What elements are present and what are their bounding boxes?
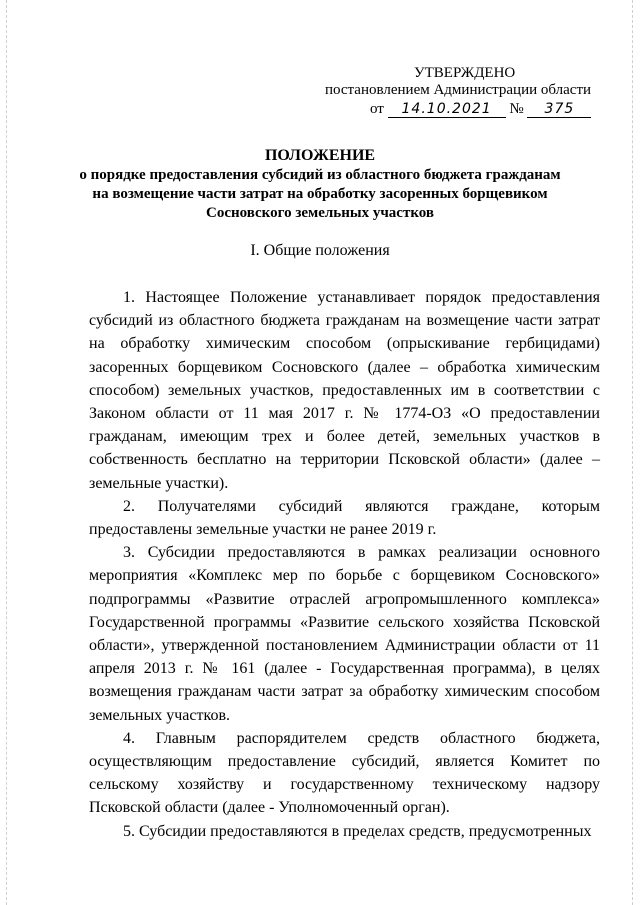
paragraph: 2. Получателями субсидий являются граждане, которым предоставлены земельные участки не ранее 2019 г. — [89, 497, 600, 539]
approval-date-row — [370, 100, 591, 119]
handwritten-number: 375 — [527, 102, 591, 118]
document-subtitle — [0, 166, 640, 223]
document-title: ПОЛОЖЕНИЕ — [264, 147, 376, 164]
number-prefix: № — [509, 101, 524, 117]
section-heading: I. Общие положения — [250, 242, 390, 259]
scan-edge-right — [632, 0, 633, 905]
paragraph: 3. Субсидии предоставляются в рамках реализации основного мероприятия «Комплекс мер по борьбе с борщевиком Сосновского» подпрограммы «Развитие отраслей агропромышленного комплекса» Государственной программы «Развитие сельского хозяйства Псковской области», утвержденной постановлением Администрации области от 11 апреля 2013 г. № 161 (далее - Государственная программа), в целях возмещения гражданам части затрат за обработку химическим способом земельных участков. — [89, 544, 600, 724]
document-body — [89, 286, 600, 843]
paragraph: 4. Главным распорядителем средств областного бюджета, осуществляющим предоставление субсидий, является Комитет по сельскому хозяйству и государственному техническому надзору Псковской области (далее - Уполномоченный орган). — [89, 729, 600, 817]
paragraph: 5. Субсидии предоставляются в пределах средств, предусмотренных — [123, 822, 592, 840]
subtitle-line: на возмещение части затрат на обработку засоренных борщевиком — [92, 186, 548, 202]
handwritten-date: 14.10.2021 — [388, 102, 506, 118]
approval-line: постановлением Администрации области — [325, 82, 592, 98]
date-prefix: от — [370, 101, 384, 117]
approval-title: УТВЕРЖДЕНО — [414, 65, 516, 81]
scan-edge-left — [6, 0, 7, 905]
subtitle-line: о порядке предоставления субсидий из областного бюджета гражданам — [79, 167, 561, 183]
paragraph: 1. Настоящее Положение устанавливает порядок предоставления субсидий из областного бюджета гражданам на возмещение части затрат на обработку химическим способом (опрыскивание гербицидами) засоренных борщевиком Сосновского (далее – обработка химическим способом) земельных участков, предоставленных им в соответствии с Законом области от 11 мая 2017 г. № 1774-ОЗ «О предоставлении гражданам, имеющим трех и более детей, земельных участков в собственность бесплатно на территории Псковской области» (далее – земельные участки). — [89, 289, 600, 492]
subtitle-line: Сосновского земельных участков — [205, 205, 434, 221]
